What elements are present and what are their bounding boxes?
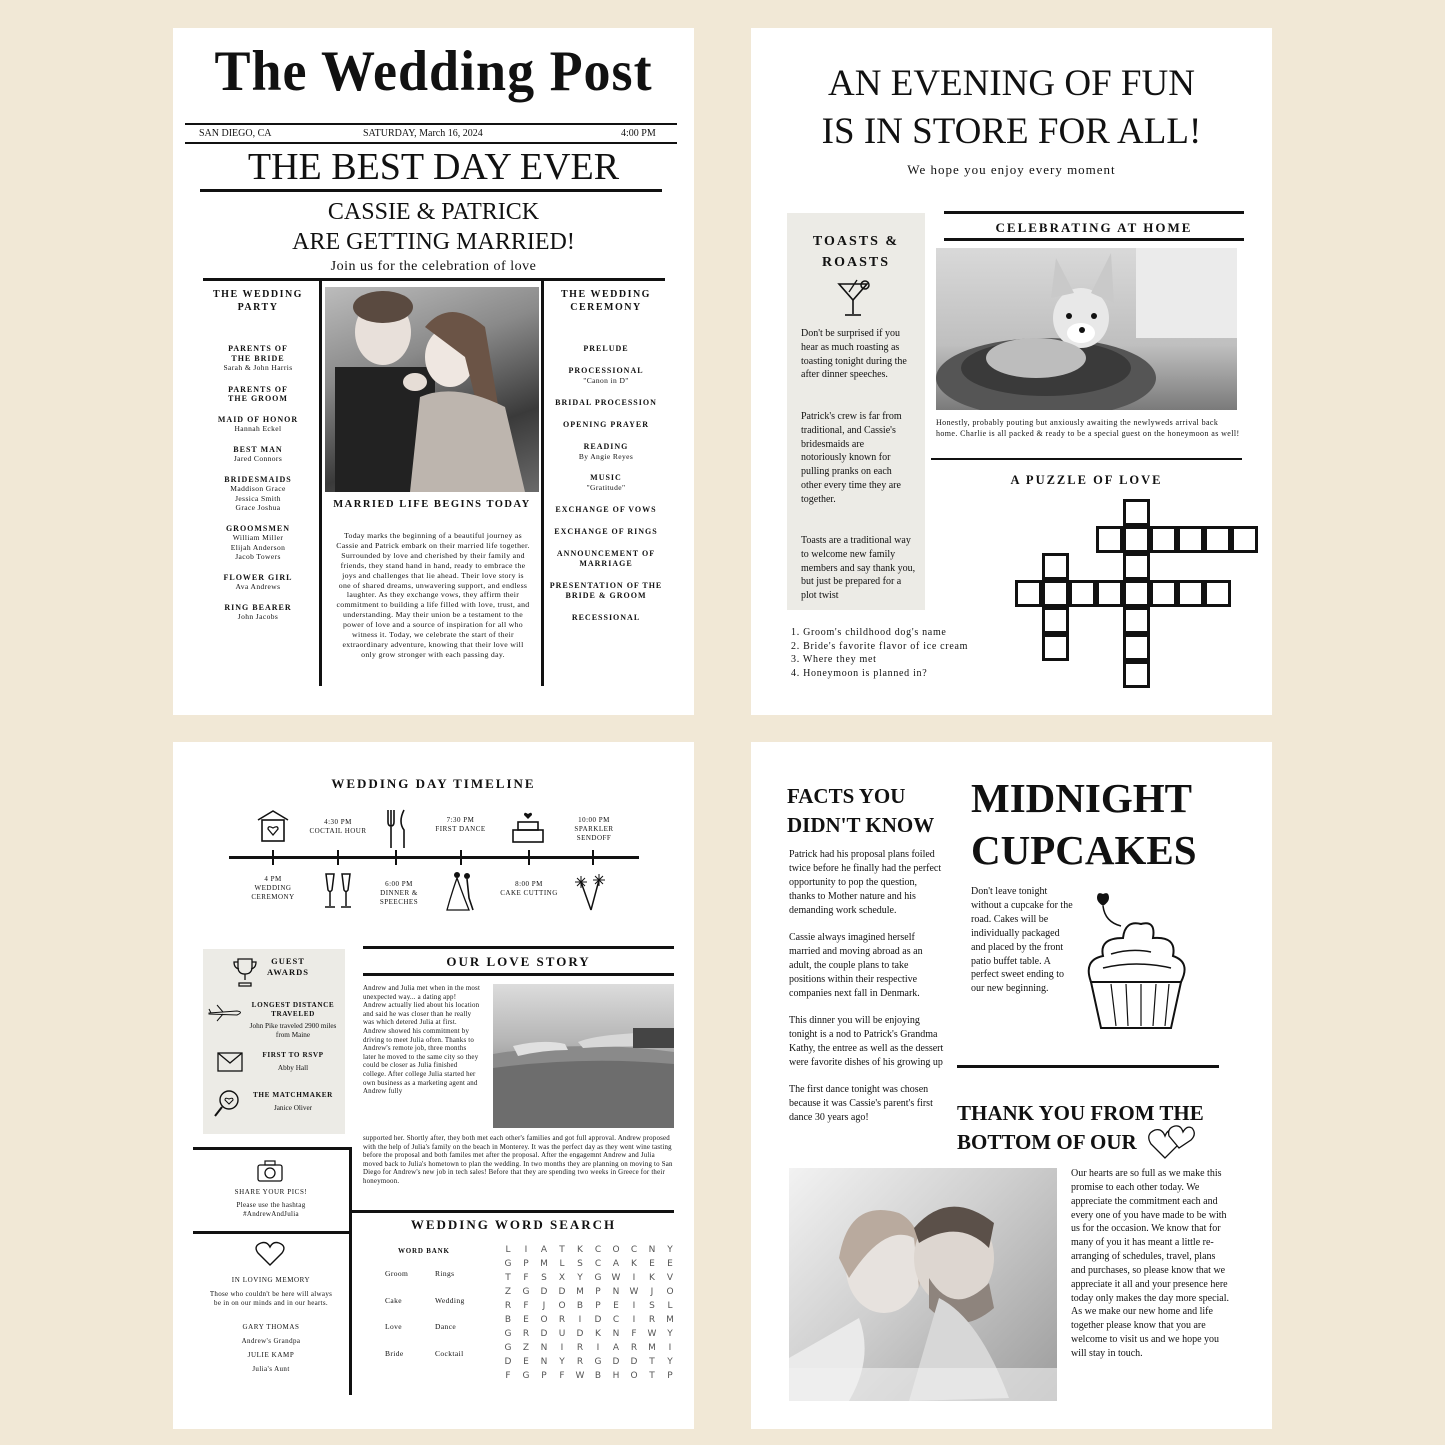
wordsearch-letter[interactable]: T [649, 1371, 655, 1381]
clue: 4. Honeymoon is planned in? [791, 667, 928, 679]
party-name: Jessica Smith [235, 493, 281, 503]
wordsearch-letter[interactable]: G [522, 1287, 530, 1297]
toasts-title: TOASTS & ROASTS [812, 234, 900, 270]
wordsearch-letter[interactable]: R [522, 1329, 530, 1339]
wordsearch-letter[interactable]: O [558, 1301, 566, 1311]
crossword-grid[interactable] [1015, 499, 1235, 691]
wordsearch-letter[interactable]: N [648, 1245, 656, 1255]
wordsearch-letter[interactable]: X [558, 1273, 566, 1283]
memory-relation-2: Julia's Aunt [252, 1365, 290, 1373]
sparkler-icon [575, 870, 605, 917]
wordsearch-letter[interactable]: O [630, 1371, 638, 1381]
headline-1: AN EVENING OF FUN [828, 63, 1195, 104]
article-title: MARRIED LIFE BEGINS TODAY [333, 499, 531, 510]
wordsearch-letter[interactable]: I [578, 1315, 582, 1325]
cupcakes-title-2: CUPCAKES [971, 827, 1197, 873]
wordsearch-letter[interactable]: B [504, 1315, 512, 1325]
wordsearch-letter[interactable]: G [504, 1343, 512, 1353]
wordsearch-letter[interactable]: F [559, 1371, 565, 1381]
ceremony-item: READING [583, 441, 629, 451]
crossword-cell[interactable] [1177, 526, 1204, 553]
wordsearch-letter[interactable]: S [541, 1273, 547, 1283]
party-name: William Miller [232, 533, 284, 542]
wordsearch-letter[interactable]: Y [667, 1245, 673, 1255]
toasts-p2: Patrick's crew is far from traditional, and Cassie's bridesmaids are notoriously known for pulling pranks on each other every time they are together. [801, 411, 902, 505]
wordsearch-letter[interactable]: N [612, 1329, 620, 1339]
word-bank-word: Cake [385, 1295, 403, 1305]
ceremony-item: PROCESSIONAL [568, 366, 644, 375]
kiss-photo [789, 1168, 1057, 1401]
memory-name-1: GARY THOMAS [242, 1323, 300, 1331]
ceremony-entry [545, 420, 667, 430]
wordsearch-letter[interactable]: B [594, 1371, 602, 1381]
wordsearch-letter[interactable]: A [612, 1259, 620, 1269]
ceremony-item: BRIDAL PROCESSION [555, 397, 657, 407]
cupcakes-text: Don't leave tonight without a cupcake for the road. Cakes will be individually packaged and placed by the front patio buffet table. A perfect sweet ending to our new beginning. [971, 886, 1073, 995]
party-list [203, 344, 313, 633]
crossword-cell[interactable] [1123, 607, 1150, 634]
crossword-cell[interactable] [1231, 526, 1258, 553]
toasts-p1: Don't be surprised if you hear as much roasting as toasting tonight during the after dinner speeches. [801, 328, 907, 381]
cupcakes-title-1: MIDNIGHT [971, 775, 1192, 821]
wordsearch-letter[interactable]: C [594, 1259, 602, 1269]
timeline-bottom-2: 6:00 PM DINNER & SPEECHES [379, 880, 419, 906]
party-role: MAID OF HONOR [217, 414, 299, 424]
crossword-cell[interactable] [1204, 526, 1231, 553]
toasts-box [787, 213, 925, 610]
wordsearch-letter[interactable]: U [558, 1329, 566, 1339]
wordsearch-letter[interactable]: L [559, 1259, 565, 1269]
memory-text: Those who couldn't be here will always be in on our minds and in our hearts. [209, 1290, 333, 1307]
headline-2: IS IN STORE FOR ALL! [821, 111, 1202, 152]
story-left: Andrew and Julia met when in the most unexpected way... a dating app! Andrew actually lied about his location and said he was closer than he really was which detered Julia at first. Andrew showed his commitment by driving to meet Julia often. Thanks to Andrew's remote job, three months later he moved to the same city so they could be closer as Julia finished college. After college Julia started her own business as a marketing agent and Andrew fully [363, 985, 481, 1096]
thanks-text: Our hearts are so full as we make this promise to each other today. We appreciate the commitment each and every one of you have made to be with us for the occasion. We know that for many of you it has meant a little re-arranging of schedules, travel, plans and purchases, so please know that we appreciate it all and your presence here today only makes the day more special. As we make our new home and life together please know that you are welcome to visit us and we hope you will stay in touch. [1071, 1168, 1230, 1359]
crossword-cell[interactable] [1123, 553, 1150, 580]
ceremony-entry [545, 613, 667, 623]
facts-list [789, 848, 944, 1138]
wordsearch-letter[interactable]: Z [522, 1343, 530, 1353]
ceremony-entry [545, 473, 667, 493]
wordsearch-letter[interactable]: R [648, 1315, 656, 1325]
issue-date: SATURDAY, March 16, 2024 [363, 128, 483, 139]
word-bank-row [385, 1269, 495, 1296]
award-2-title: FIRST TO RSVP [262, 1051, 324, 1059]
wordsearch-letter[interactable]: D [630, 1357, 638, 1367]
wordsearch-letter[interactable]: E [613, 1301, 619, 1311]
page-4-facts [751, 742, 1272, 1429]
envelope-icon [217, 1052, 243, 1077]
wordsearch-letter[interactable]: T [559, 1245, 565, 1255]
page-3-timeline [173, 742, 694, 1429]
wordsearch-letter[interactable]: V [666, 1273, 674, 1283]
ceremony-entry [545, 442, 667, 462]
page-2-fun [751, 28, 1272, 715]
wordsearch-letter[interactable]: E [649, 1259, 655, 1269]
wordsearch-letter[interactable]: G [504, 1259, 512, 1269]
wordsearch-letter[interactable]: P [523, 1259, 529, 1269]
word-bank-word: Bride [385, 1348, 404, 1358]
wordsearch-letter[interactable]: I [596, 1343, 600, 1353]
puzzle-title: A PUZZLE OF LOVE [1010, 473, 1163, 487]
wordsearch-letter[interactable]: A [540, 1245, 548, 1255]
wordsearch-letter[interactable]: F [631, 1329, 637, 1339]
cocktail-icon [835, 278, 877, 325]
wordsearch-letter[interactable]: T [505, 1273, 511, 1283]
wordsearch-letter[interactable]: J [542, 1301, 546, 1311]
ceremony-item: EXCHANGE OF RINGS [554, 526, 658, 536]
timeline-top-1: 4:30 PM COCTAIL HOUR [309, 818, 367, 835]
timeline-title: WEDDING DAY TIMELINE [331, 776, 536, 791]
wordsearch-letter[interactable]: N [540, 1343, 548, 1353]
wordsearch-letter[interactable]: M [666, 1315, 674, 1325]
word-bank-word: Cocktail [435, 1348, 464, 1358]
party-name: Ava Andrews [235, 582, 281, 591]
award-2-detail: Abby Hall [277, 1064, 309, 1072]
crossword-cell[interactable] [1096, 526, 1123, 553]
wordsearch-letter[interactable]: C [594, 1245, 602, 1255]
wordsearch-letter[interactable]: C [630, 1245, 638, 1255]
ceremony-item: OPENING PRAYER [563, 419, 649, 429]
wordsearch-letter[interactable]: F [523, 1273, 529, 1283]
memory-name-2: JULIE KAMP [247, 1351, 295, 1359]
crossword-cell[interactable] [1042, 580, 1069, 607]
word-bank-row [385, 1322, 495, 1349]
fact-paragraph: Patrick had his proposal plans foiled twice before he finally had the perfect opportunity to pop the question, thanks to Mother nature and his demanding work schedule. [789, 849, 942, 916]
party-entry [203, 445, 313, 464]
wordsearch-letter[interactable]: G [594, 1273, 602, 1283]
award-1-title: LONGEST DISTANCE TRAVELED [251, 1001, 335, 1018]
word-bank-row [385, 1296, 495, 1323]
timeline-top-3: 10:00 PM SPARKLER SENDOFF [574, 816, 614, 842]
party-name: Grace Joshua [235, 503, 281, 512]
wordsearch-letter[interactable]: M [648, 1343, 656, 1353]
awards-title: GUEST AWARDS [267, 956, 309, 977]
wordsearch-letter[interactable]: I [524, 1245, 528, 1255]
timeline-top-2: 7:30 PM FIRST DANCE [435, 816, 486, 833]
ceremony-entry [545, 398, 667, 408]
crossword-cell[interactable] [1123, 661, 1150, 688]
chapel-icon [255, 808, 291, 849]
wordsearch-letter[interactable]: G [522, 1371, 530, 1381]
wordsearch-letter[interactable]: Y [667, 1329, 673, 1339]
word-bank-title: WORD BANK [398, 1247, 450, 1255]
party-entry [203, 415, 313, 434]
crossword-cell[interactable] [1150, 526, 1177, 553]
ceremony-item: EXCHANGE OF VOWS [555, 504, 657, 514]
wordsearch-letter[interactable]: W [647, 1329, 657, 1339]
word-bank-word: Love [385, 1322, 403, 1331]
party-name: Hannah Eckel [234, 424, 282, 433]
cake-icon [509, 808, 547, 851]
crossword-cell[interactable] [1123, 499, 1150, 526]
ceremony-detail: "Gratitude" [586, 483, 626, 492]
wordsearch-letter[interactable]: F [523, 1301, 529, 1311]
wordsearch-letter[interactable]: I [632, 1315, 636, 1325]
wordsearch-letter[interactable]: N [540, 1357, 548, 1367]
share-title: SHARE YOUR PICS! [234, 1188, 308, 1196]
wordsearch-letter[interactable]: L [505, 1245, 511, 1255]
wordsearch-letter[interactable]: E [523, 1315, 529, 1325]
wordsearch-letter[interactable]: K [595, 1329, 601, 1339]
memory-title: IN LOVING MEMORY [231, 1276, 311, 1284]
ceremony-item: ANNOUNCEMENT OF MARRIAGE [556, 548, 656, 568]
married-line: ARE GETTING MARRIED! [292, 229, 575, 255]
wordsearch-letter[interactable]: G [594, 1357, 602, 1367]
wordsearch-letter[interactable]: D [612, 1357, 620, 1367]
wordsearch-letter[interactable]: E [667, 1259, 673, 1269]
ceremony-entry [545, 505, 667, 515]
ceremony-item: PRESENTATION OF THE BRIDE & GROOM [549, 580, 663, 600]
ceremony-entry [545, 549, 667, 569]
party-title: THE WEDDING PARTY [213, 289, 303, 313]
party-name: Elijah Anderson [230, 542, 286, 552]
wordsearch-letter[interactable]: C [612, 1315, 620, 1325]
ceremony-entry [545, 581, 667, 601]
wordsearch-letter[interactable]: K [577, 1245, 583, 1255]
wordsearch-letter[interactable]: W [611, 1273, 621, 1283]
word-bank-word: Wedding [435, 1295, 465, 1305]
clue: 2. Bride's favorite flavor of ice cream [791, 640, 969, 652]
hearts-icon [1147, 1122, 1195, 1167]
timeline-bottom-1: 4 PM WEDDING CEREMONY [251, 875, 295, 901]
crossword-cell[interactable] [1069, 580, 1096, 607]
party-role: BRIDESMAIDS [224, 474, 292, 484]
party-name: Maddison Grace [230, 484, 286, 493]
wordsearch-letter[interactable]: R [630, 1343, 638, 1353]
wordsearch-letter[interactable]: J [650, 1287, 654, 1297]
fork-knife-icon [384, 808, 410, 855]
wordsearch-letter[interactable]: L [667, 1301, 673, 1311]
wordsearch-letter[interactable]: P [595, 1287, 601, 1297]
ceremony-item: PRELUDE [583, 344, 629, 353]
party-entry [203, 603, 313, 622]
crossword-cell[interactable] [1177, 580, 1204, 607]
wordsearch-letter[interactable]: D [594, 1315, 602, 1325]
party-entry [203, 573, 313, 592]
wordsearch-letter[interactable]: Y [559, 1357, 565, 1367]
thanks-title-1: THANK YOU FROM THE [957, 1101, 1204, 1125]
wordsearch-letter[interactable]: Y [667, 1357, 673, 1367]
wordsearch-letter[interactable]: G [504, 1329, 512, 1339]
wordsearch-letter[interactable]: Y [577, 1273, 583, 1283]
wordsearch-letter[interactable]: M [576, 1287, 584, 1297]
party-role: BEST MAN [233, 444, 283, 454]
location: SAN DIEGO, CA [199, 128, 272, 139]
party-name: Jared Connors [233, 454, 283, 463]
wordsearch-letter[interactable]: A [612, 1343, 620, 1353]
crossword-cell[interactable] [1042, 607, 1069, 634]
wordsearch-letter[interactable]: P [541, 1371, 547, 1381]
wordsearch-grid[interactable] [499, 1245, 679, 1381]
word-bank-word: Groom [385, 1269, 409, 1278]
wordsearch-letter[interactable]: P [667, 1371, 673, 1381]
wordsearch-letter[interactable]: I [632, 1273, 636, 1283]
word-bank-row [385, 1349, 495, 1376]
heart-icon [255, 1241, 285, 1272]
timeline-bottom-3: 8:00 PM CAKE CUTTING [500, 880, 558, 897]
party-name: Jacob Towers [235, 552, 281, 561]
thanks-title-2: BOTTOM OF OUR [957, 1130, 1137, 1154]
crossword-cell[interactable] [1015, 580, 1042, 607]
wordsearch-letter[interactable]: R [504, 1301, 512, 1311]
ceremony-detail: "Canon in D" [583, 376, 629, 385]
wordsearch-letter[interactable]: D [540, 1287, 548, 1297]
wordsearch-letter[interactable]: K [649, 1273, 655, 1283]
toasts-p3: Toasts are a traditional way to welcome new family members and say thank you, but just be prepared for a plot twist [801, 535, 916, 602]
memory-relation-1: Andrew's Grandpa [241, 1337, 301, 1345]
wordsearch-letter[interactable]: D [558, 1287, 566, 1297]
champagne-icon [321, 870, 355, 915]
party-role: PARENTS OF THE GROOM [228, 384, 288, 403]
word-bank-word: Dance [435, 1322, 457, 1331]
wordsearch-letter[interactable]: O [612, 1245, 620, 1255]
wordsearch-letter[interactable]: R [576, 1357, 584, 1367]
award-3-detail: Janice Oliver [273, 1104, 313, 1112]
crossword-cell[interactable] [1123, 526, 1150, 553]
crossword-cell[interactable] [1096, 580, 1123, 607]
wordsearch-letter[interactable]: D [504, 1357, 512, 1367]
wordsearch-letter[interactable]: I [632, 1301, 636, 1311]
ceremony-item: MUSIC [590, 473, 622, 482]
plane-icon [207, 1003, 245, 1028]
crossword-cell[interactable] [1150, 580, 1177, 607]
wordsearch-letter[interactable]: H [612, 1371, 620, 1381]
wordsearch-letter[interactable]: D [540, 1329, 548, 1339]
crossword-cell[interactable] [1042, 553, 1069, 580]
wordsearch-title: WEDDING WORD SEARCH [410, 1217, 617, 1232]
trophy-icon [233, 957, 257, 992]
tagline: Join us for the celebration of love [330, 259, 537, 274]
fact-paragraph: Cassie always imagined herself married and moving abroad as an adult, the couple plans to take positions within their respective companies next fall in Denmark. [789, 932, 923, 999]
party-entry [203, 344, 313, 373]
couple-line: CASSIE & PATRICK [327, 199, 540, 225]
clue-list [791, 626, 1031, 680]
wordsearch-letter[interactable]: O [666, 1287, 674, 1297]
dance-icon [443, 870, 479, 917]
wordsearch-letter[interactable]: W [575, 1371, 585, 1381]
hands-photo [493, 984, 674, 1128]
wordsearch-letter[interactable]: R [558, 1315, 566, 1325]
facts-title: FACTS YOU DIDN'T KNOW [787, 784, 935, 837]
wordsearch-letter[interactable]: W [629, 1287, 639, 1297]
wordsearch-letter[interactable]: S [577, 1259, 583, 1269]
wordsearch-letter[interactable]: E [523, 1357, 529, 1367]
headline: THE BEST DAY EVER [247, 146, 620, 188]
wordsearch-letter[interactable]: N [612, 1287, 620, 1297]
ceremony-detail: By Angie Reyes [578, 451, 634, 461]
ceremony-list [545, 344, 667, 635]
issue-time: 4:00 PM [621, 128, 656, 139]
word-bank [385, 1269, 495, 1375]
ceremony-entry [545, 366, 667, 386]
ceremony-item: RECESSIONAL [571, 612, 641, 622]
wordsearch-letter[interactable]: I [668, 1343, 672, 1353]
crossword-cell[interactable] [1123, 634, 1150, 661]
party-role: FLOWER GIRL [223, 572, 293, 582]
clue: 3. Where they met [791, 654, 877, 665]
wordsearch-letter[interactable]: T [649, 1357, 655, 1367]
wordsearch-letter[interactable]: Z [504, 1287, 512, 1297]
award-1-detail: John Pike traveled 2900 miles from Maine [249, 1022, 337, 1039]
wordsearch-letter[interactable]: B [576, 1301, 584, 1311]
party-role: RING BEARER [224, 602, 292, 612]
party-name: John Jacobs [237, 612, 279, 621]
page-1-front [173, 28, 694, 715]
crossword-cell[interactable] [1042, 634, 1069, 661]
ceremony-entry [545, 344, 667, 354]
party-entry [203, 385, 313, 404]
party-entry [203, 475, 313, 513]
wordsearch-letter[interactable]: F [505, 1371, 511, 1381]
crossword-cell[interactable] [1123, 580, 1150, 607]
party-entry [203, 524, 313, 562]
timeline-line [229, 856, 639, 859]
award-3-title: THE MATCHMAKER [253, 1091, 333, 1099]
article-body: Today marks the beginning of a beautiful journey as Cassie and Patrick embark on their married life together. Surrounded by love and cherished by their family and friends, they stand hand in hand, ready to embrace the joys and challenges that lie ahead. Their love story is one of shared dreams, unwavering support, and endless laughter. As they exchange vows, they affirm their commitment to building a life filled with love, trust, and understanding. May their union be a testament to the power of love and a source of inspiration for all who witness it. Today, we celebrate the start of their extraordinary adventure, knowing that their love will only grow stronger with each passing day. [336, 531, 530, 659]
camera-icon [257, 1160, 283, 1187]
ceremony-title: THE WEDDING CEREMONY [561, 289, 651, 313]
story-bottom: supported her. Shortly after, they both met each other's families and got full approval. Andrew proposed with the help of Julia's family on the beach in Monterey. It was the perfect day as they went wine tasting before the proposal and both familes met after the proposal. After the engagemnt Andrew and Julia moved back to Julia's hometown to plan the wedding. In two months they are planning on moving to San Diego for Andrew's new job in tech sales! Before that they are spending two weeks in Greece for their honeymoon. [363, 1135, 673, 1185]
dog-caption: Honestly, probably pouting but anxiously awaiting the newlyweds arrival back home. Charlie is all packed & ready to be a special guest on the honeymoon as well! [936, 418, 1240, 438]
cupcake-icon [1081, 890, 1191, 1040]
wordsearch-letter[interactable]: I [560, 1343, 564, 1353]
wordsearch-letter[interactable]: D [576, 1329, 584, 1339]
story-title: OUR LOVE STORY [446, 954, 591, 969]
wordsearch-letter[interactable]: K [631, 1259, 637, 1269]
party-role: PARENTS OF THE BRIDE [228, 344, 288, 363]
wordsearch-letter[interactable]: R [576, 1343, 584, 1353]
clue: 1. Groom's childhood dog's name [791, 627, 947, 638]
fact-paragraph: The first dance tonight was chosen because it was Cassie's parent's first dance 30 years ago! [789, 1084, 933, 1123]
wordsearch-letter[interactable]: O [540, 1315, 548, 1325]
word-bank-word: Rings [435, 1269, 455, 1278]
party-role: GROOMSMEN [225, 523, 291, 533]
crossword-cell[interactable] [1204, 580, 1231, 607]
share-text: Please use the hashtag #AndrewAndJulia [236, 1201, 306, 1218]
awards-box [203, 949, 345, 1134]
subhead: We hope you enjoy every moment [907, 162, 1116, 177]
masthead: The Wedding Post [214, 39, 653, 103]
couple-photo [325, 287, 539, 492]
fact-paragraph: This dinner you will be enjoying tonight is a nod to Patrick's Grandma Kathy, the entree as well as the dessert were favorite dishes of his growing up [789, 1015, 944, 1068]
home-title: CELEBRATING AT HOME [995, 220, 1193, 235]
wordsearch-letter[interactable]: S [649, 1301, 655, 1311]
party-name: Sarah & John Harris [223, 363, 293, 372]
wordsearch-letter[interactable]: P [595, 1301, 601, 1311]
ceremony-entry [545, 527, 667, 537]
dog-photo [936, 248, 1237, 410]
wordsearch-letter[interactable]: M [540, 1259, 548, 1269]
magnifier-heart-icon [213, 1089, 241, 1124]
